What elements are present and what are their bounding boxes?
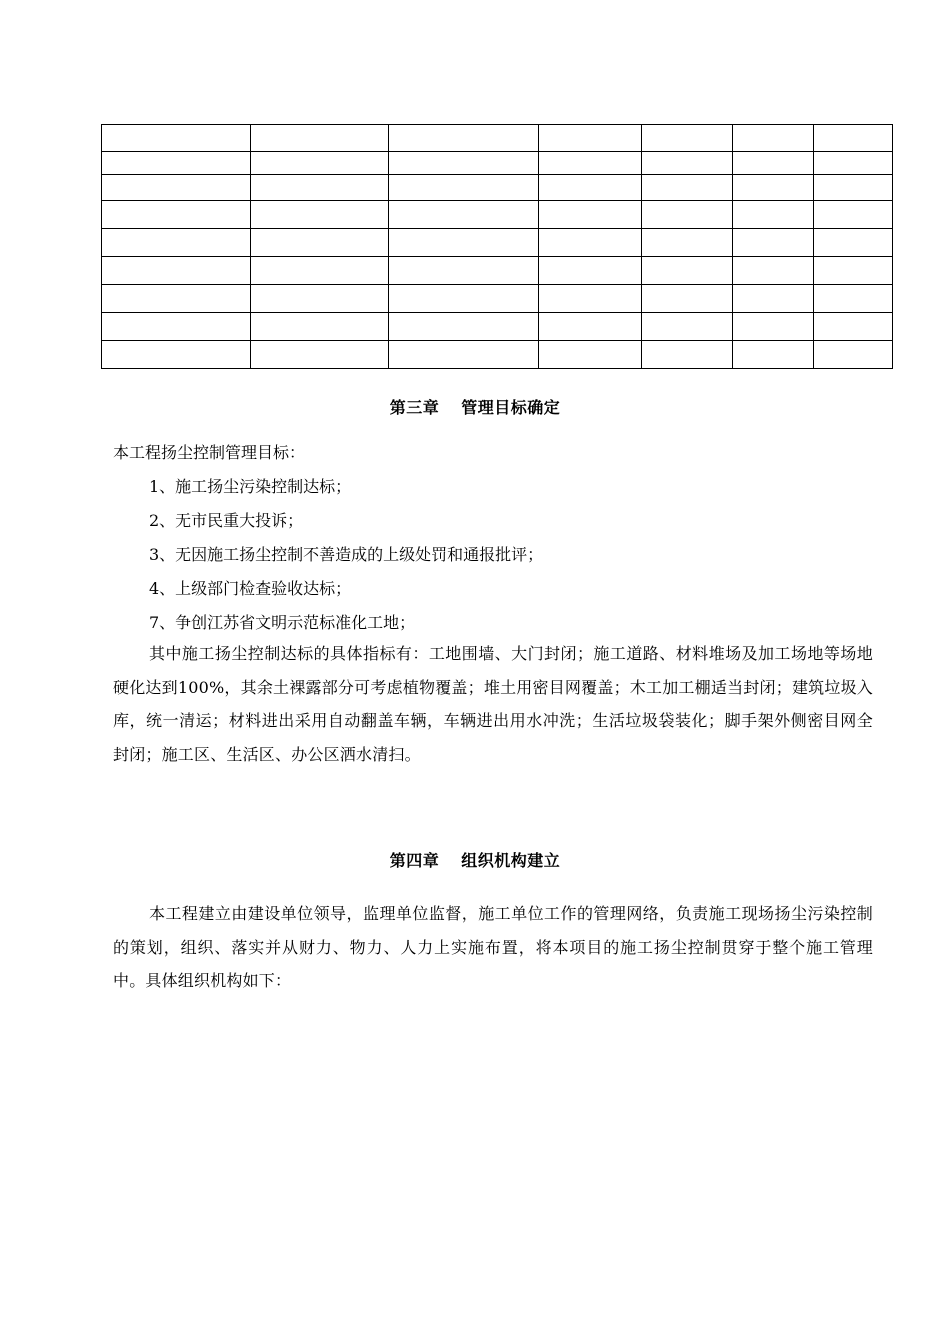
- table-cell: [642, 229, 733, 257]
- table-cell: [538, 125, 641, 152]
- table-cell: [250, 313, 389, 341]
- table-cell: [389, 125, 539, 152]
- table-cell: [642, 175, 733, 201]
- chapter4-number: 第四章: [389, 851, 440, 870]
- table-cell: [389, 175, 539, 201]
- goal-item-4: 4、上级部门检查验收达标；: [149, 579, 352, 598]
- table-cell: [733, 175, 813, 201]
- table-cell: [813, 313, 892, 341]
- chapter4-title: 组织机构建立: [461, 851, 561, 870]
- table-cell: [538, 313, 641, 341]
- table-cell: [813, 229, 892, 257]
- chapter3-intro: 本工程扬尘控制管理目标：: [113, 443, 306, 462]
- table-cell: [642, 313, 733, 341]
- table-row: [102, 257, 893, 285]
- table-cell: [538, 285, 641, 313]
- table-cell: [642, 201, 733, 229]
- table-row: [102, 229, 893, 257]
- goal-item-3: 3、无因施工扬尘控制不善造成的上级处罚和通报批评；: [149, 545, 544, 564]
- table-cell: [250, 285, 389, 313]
- table-row: [102, 285, 893, 313]
- table-cell: [733, 201, 813, 229]
- table-cell: [102, 341, 251, 369]
- table-row: [102, 201, 893, 229]
- table-cell: [538, 152, 641, 175]
- table-cell: [813, 201, 892, 229]
- table-cell: [389, 285, 539, 313]
- table-cell: [102, 313, 251, 341]
- table-cell: [389, 341, 539, 369]
- table-cell: [250, 175, 389, 201]
- table-cell: [733, 257, 813, 285]
- table-cell: [250, 257, 389, 285]
- table-cell: [538, 175, 641, 201]
- table-cell: [250, 152, 389, 175]
- table-cell: [389, 313, 539, 341]
- table-cell: [250, 341, 389, 369]
- goal-item-2: 2、无市民重大投诉；: [149, 511, 304, 530]
- table-cell: [733, 152, 813, 175]
- table-row: [102, 341, 893, 369]
- table-cell: [733, 285, 813, 313]
- table-row: [102, 152, 893, 175]
- table-cell: [813, 152, 892, 175]
- table-cell: [102, 125, 251, 152]
- table-cell: [813, 341, 892, 369]
- table-cell: [733, 341, 813, 369]
- table-cell: [813, 257, 892, 285]
- table-cell: [389, 257, 539, 285]
- table-cell: [102, 201, 251, 229]
- chapter4-paragraph: 本工程建立由建设单位领导，监理单位监督，施工单位工作的管理网络，负责施工现场扬尘污染控制的策划，组织、落实并从财力、物力、人力上实施布置，将本项目的施工扬尘控制贯穿于整个施工管理中。具体组织机构如下：: [113, 904, 873, 990]
- table-cell: [538, 257, 641, 285]
- table-cell: [250, 229, 389, 257]
- table-cell: [102, 257, 251, 285]
- table-cell: [733, 229, 813, 257]
- table-cell: [642, 125, 733, 152]
- chapter3-paragraph: 其中施工扬尘控制达标的具体指标有：工地围墙、大门封闭；施工道路、材料堆场及加工场地等场地硬化达到100%，其余土裸露部分可考虑植物覆盖；堆土用密目网覆盖；木工加工棚适当封闭；建筑垃圾入库，统一清运；材料进出采用自动翻盖车辆，车辆进出用水冲洗；生活垃圾袋装化；脚手架外侧密目网全封闭；施工区、生活区、办公区洒水清扫。: [113, 644, 873, 764]
- table-cell: [102, 285, 251, 313]
- table-cell: [642, 152, 733, 175]
- table-cell: [642, 285, 733, 313]
- table-cell: [102, 175, 251, 201]
- goal-item-1: 1、施工扬尘污染控制达标；: [149, 477, 352, 496]
- table-row: [102, 175, 893, 201]
- empty-table: [101, 124, 893, 369]
- table-cell: [813, 175, 892, 201]
- table-cell: [642, 341, 733, 369]
- table-cell: [733, 313, 813, 341]
- table-row: [102, 125, 893, 152]
- table-body: [102, 125, 893, 369]
- goal-item-7: 7、争创江苏省文明示范标准化工地；: [149, 613, 416, 632]
- table-row: [102, 313, 893, 341]
- table-cell: [389, 201, 539, 229]
- table-cell: [538, 341, 641, 369]
- table-cell: [389, 229, 539, 257]
- table-cell: [538, 229, 641, 257]
- chapter3-number: 第三章: [389, 398, 440, 417]
- table-cell: [813, 125, 892, 152]
- table-cell: [538, 201, 641, 229]
- chapter3-heading: [0, 395, 950, 418]
- chapter4-heading: [0, 848, 950, 871]
- table-cell: [642, 257, 733, 285]
- table-cell: [102, 152, 251, 175]
- table-cell: [733, 125, 813, 152]
- table-cell: [250, 201, 389, 229]
- table-cell: [813, 285, 892, 313]
- chapter3-title: 管理目标确定: [461, 398, 561, 417]
- table-cell: [102, 229, 251, 257]
- table-cell: [250, 125, 389, 152]
- table-cell: [389, 152, 539, 175]
